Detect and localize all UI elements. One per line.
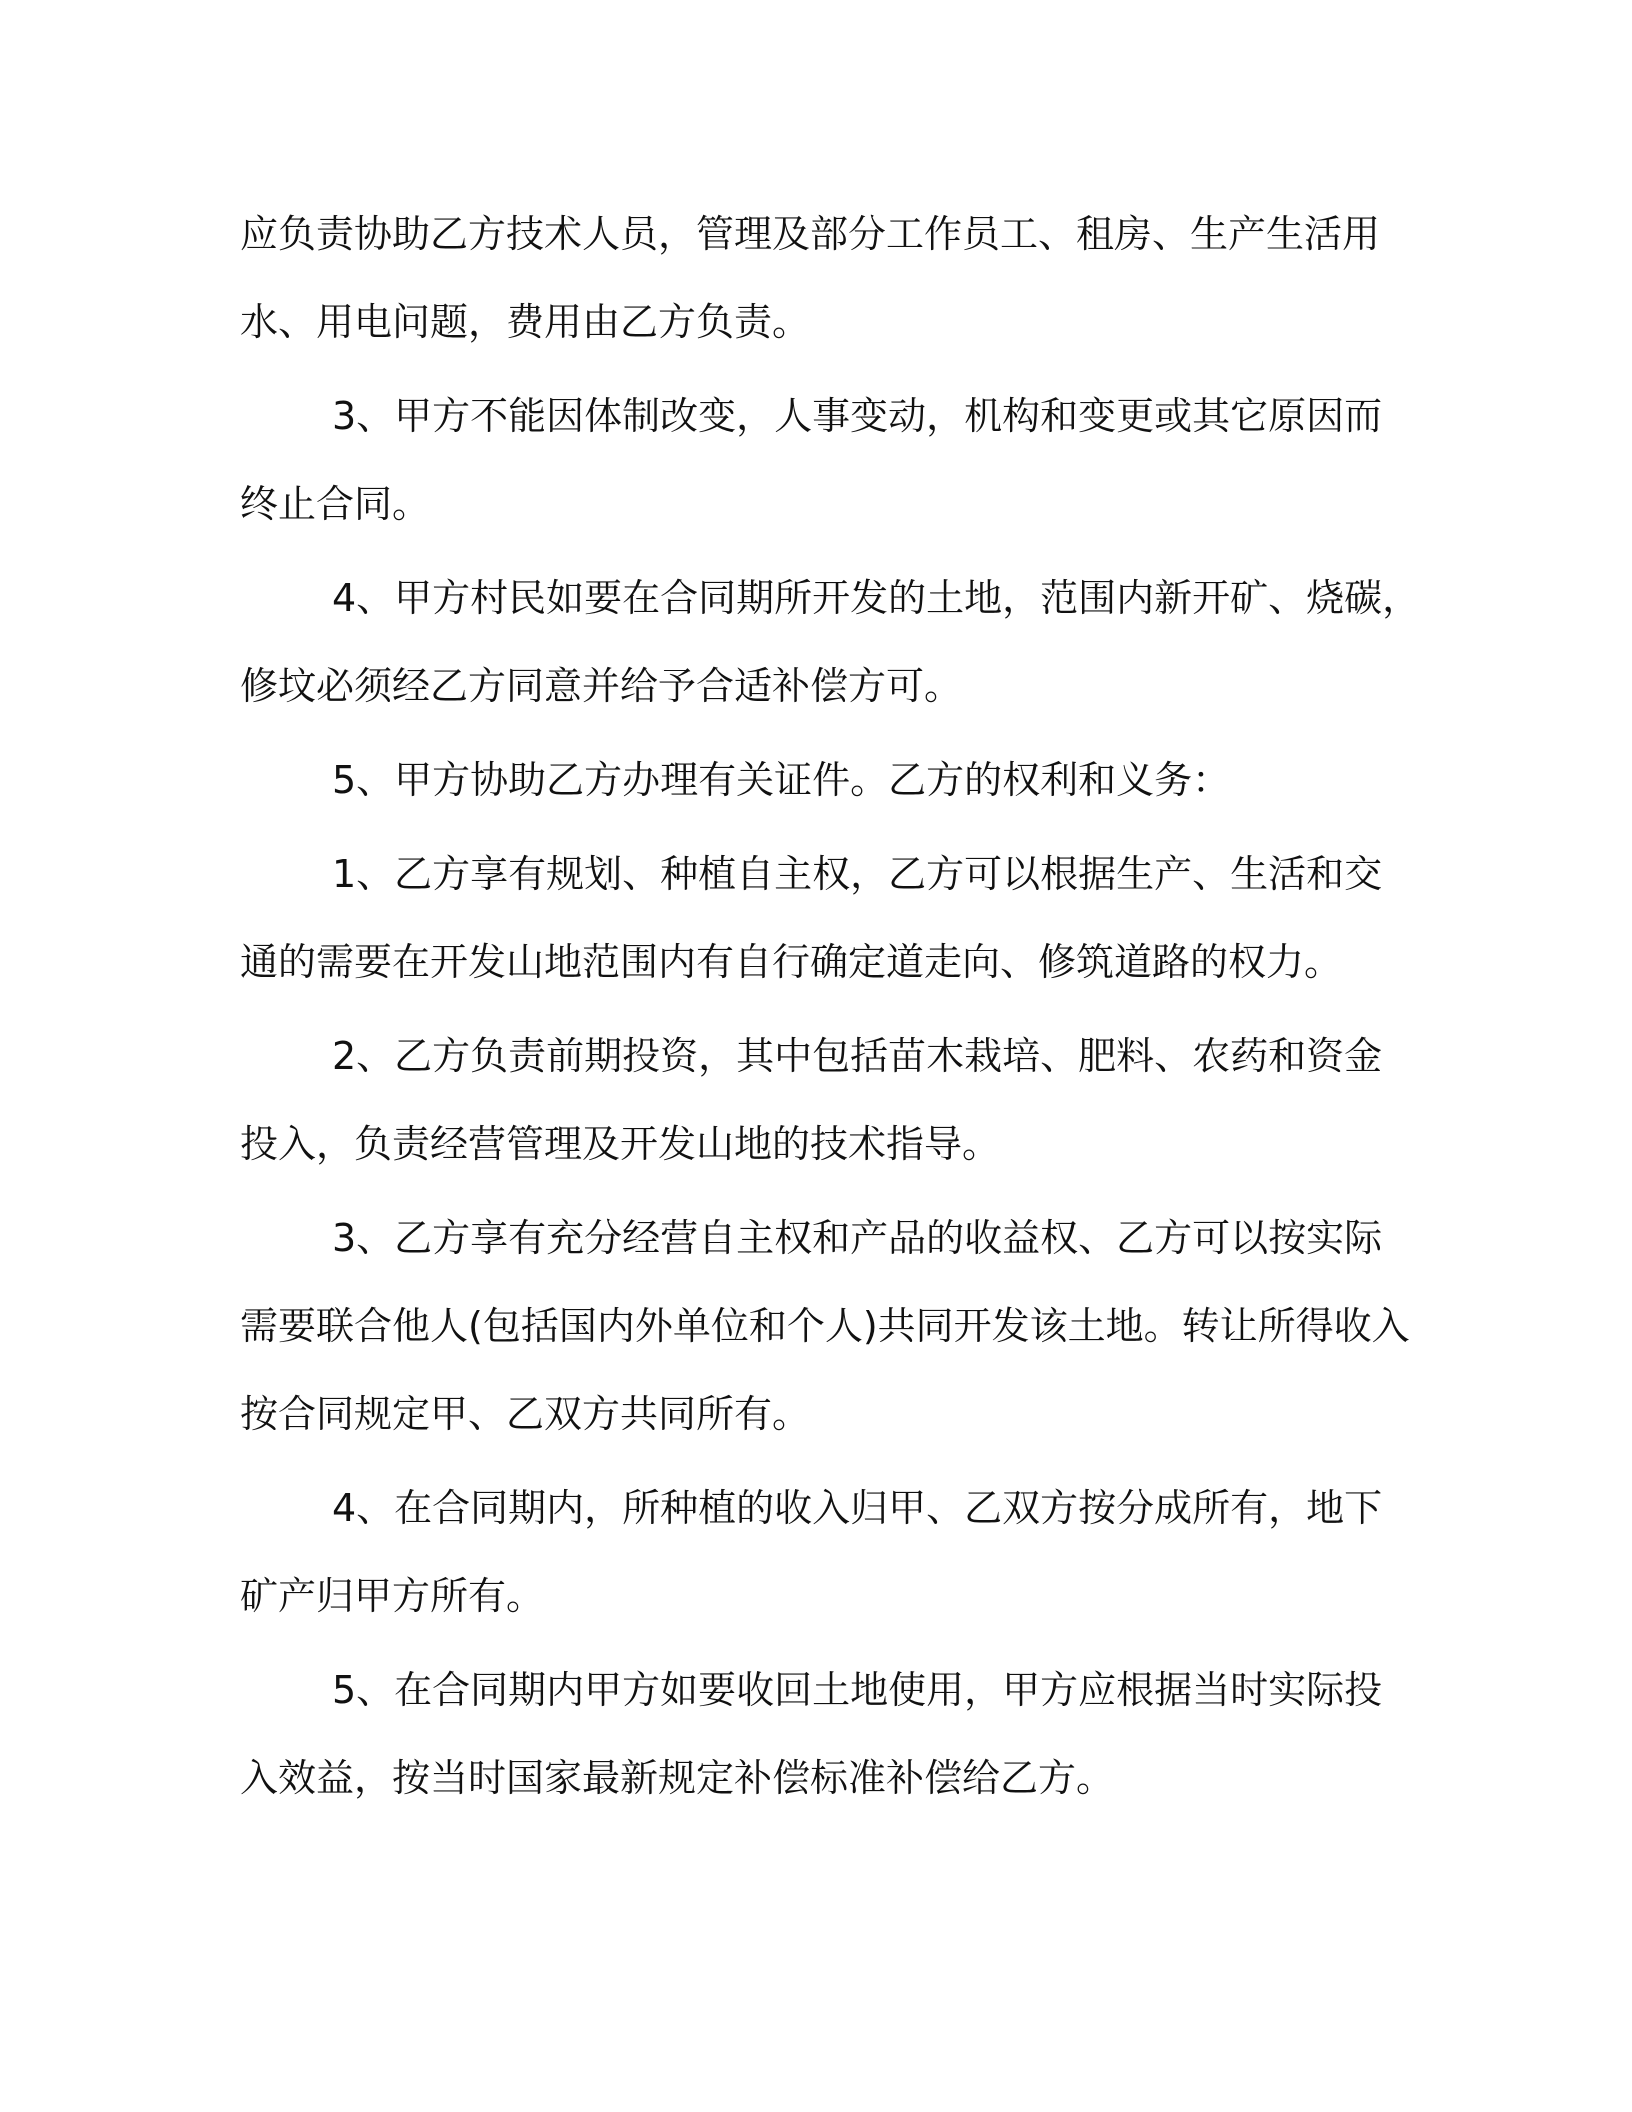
paragraph-party-b-item-1 [240, 830, 1400, 1006]
text-line: 5、在合同期内甲方如要收回土地使用，甲方应根据当时实际投 [332, 1668, 1383, 1712]
text-line: 矿产归甲方所有。 [240, 1574, 545, 1618]
paragraph-party-b-item-2 [240, 1012, 1400, 1188]
text-line: 修坟必须经乙方同意并给予合适补偿方可。 [240, 664, 963, 708]
text-line: 3、乙方享有充分经营自主权和产品的收益权、乙方可以按实际 [332, 1216, 1383, 1260]
paragraph-party-b-item-5 [240, 1646, 1400, 1822]
text-line: 3、甲方不能因体制改变，人事变动，机构和变更或其它原因而 [332, 394, 1383, 438]
paragraph-party-a-item-4 [240, 554, 1421, 730]
text-line: 按合同规定甲、乙双方共同所有。 [240, 1392, 811, 1436]
text-line: 5、甲方协助乙方办理有关证件。乙方的权利和义务： [332, 758, 1231, 802]
text-line: 水、用电问题，费用由乙方负责。 [240, 300, 811, 344]
text-line: 4、甲方村民如要在合同期所开发的土地，范围内新开矿、烧碳， [332, 576, 1421, 620]
paragraph-party-b-item-3 [240, 1194, 1410, 1458]
text-line: 应负责协助乙方技术人员，管理及部分工作员工、租房、生产生活用 [240, 212, 1381, 256]
paragraph-party-b-item-4 [240, 1464, 1400, 1640]
text-line: 需要联合他人(包括国内外单位和个人)共同开发该土地。转让所得收入 [240, 1304, 1410, 1348]
text-line: 投入，负责经营管理及开发山地的技术指导。 [240, 1122, 1001, 1166]
text-line: 入效益，按当时国家最新规定补偿标准补偿给乙方。 [240, 1756, 1115, 1800]
paragraph-continuation [240, 190, 1400, 366]
text-line: 终止合同。 [240, 482, 431, 526]
document-body [240, 190, 1421, 1828]
text-line: 2、乙方负责前期投资，其中包括苗木栽培、肥料、农药和资金 [332, 1034, 1383, 1078]
text-line: 通的需要在开发山地范围内有自行确定道走向、修筑道路的权力。 [240, 940, 1343, 984]
paragraph-party-a-item-3 [240, 372, 1400, 548]
paragraph-party-a-item-5 [240, 736, 1400, 824]
text-line: 1、乙方享有规划、种植自主权，乙方可以根据生产、生活和交 [332, 852, 1383, 896]
text-line: 4、在合同期内，所种植的收入归甲、乙双方按分成所有，地下 [332, 1486, 1383, 1530]
